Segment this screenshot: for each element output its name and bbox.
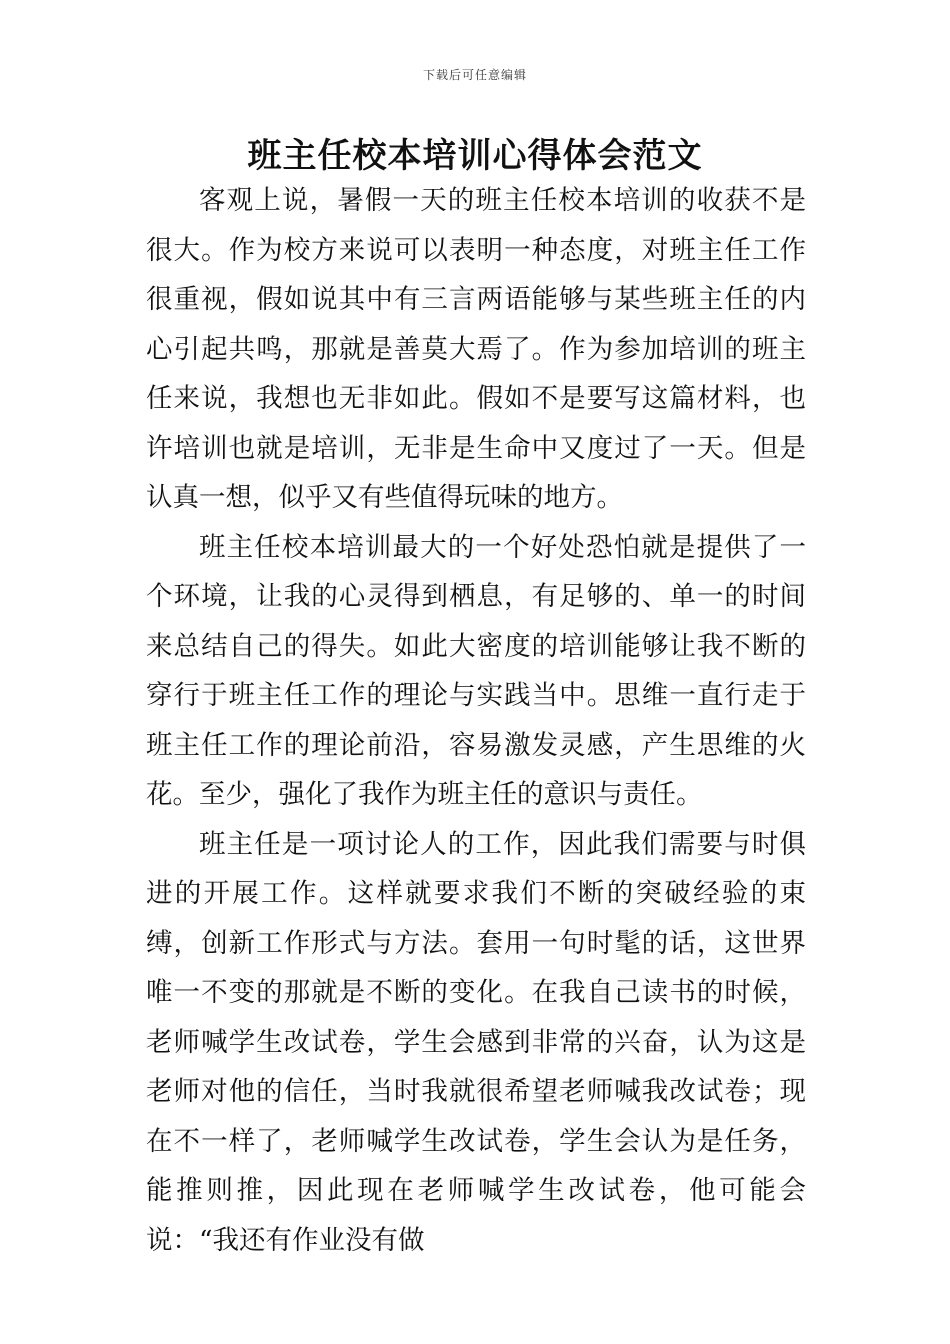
document-title: 班主任校本培训心得体会范文: [247, 136, 703, 176]
header-note: 下载后可任意编辑: [422, 68, 527, 82]
paragraph-3: 班主任是一项讨论人的工作，因此我们需要与时俱进的开展工作。这样就要求我们不断的突破经验的束缚，创新工作形式与方法。套用一句时髦的话，这世界唯一不变的那就是不断的变化。在我自己读书的时候，老师喊学生改试卷，学生会感到非常的兴奋，认为这是老师对他的信任，当时我就很希望老师喊我改试卷；现在不一样了，老师喊学生改试卷，学生会认为是任务，能推则推，因此现在老师喊学生改试卷，他可能会说：“我还有作业没有做: [146, 828, 806, 1256]
document-body: [146, 176, 806, 1265]
paragraph-1: 客观上说，暑假一天的班主任校本培训的收获不是很大。作为校方来说可以表明一种态度，对班主任工作很重视，假如说其中有三言两语能够与某些班主任的内心引起共鸣，那就是善莫大焉了。作为参加培训的班主任来说，我想也无非如此。假如不是要写这篇材料，也许培训也就是培训，无非是生命中又度过了一天。但是认真一想，似乎又有些值得玩味的地方。: [146, 185, 806, 513]
paragraph-2: 班主任校本培训最大的一个好处恐怕就是提供了一个环境，让我的心灵得到栖息，有足够的、单一的时间来总结自己的得失。如此大密度的培训能够让我不断的穿行于班主任工作的理论与实践当中。思维一直行走于班主任工作的理论前沿，容易激发灵感，产生思维的火花。至少，强化了我作为班主任的意识与责任。: [146, 531, 806, 810]
